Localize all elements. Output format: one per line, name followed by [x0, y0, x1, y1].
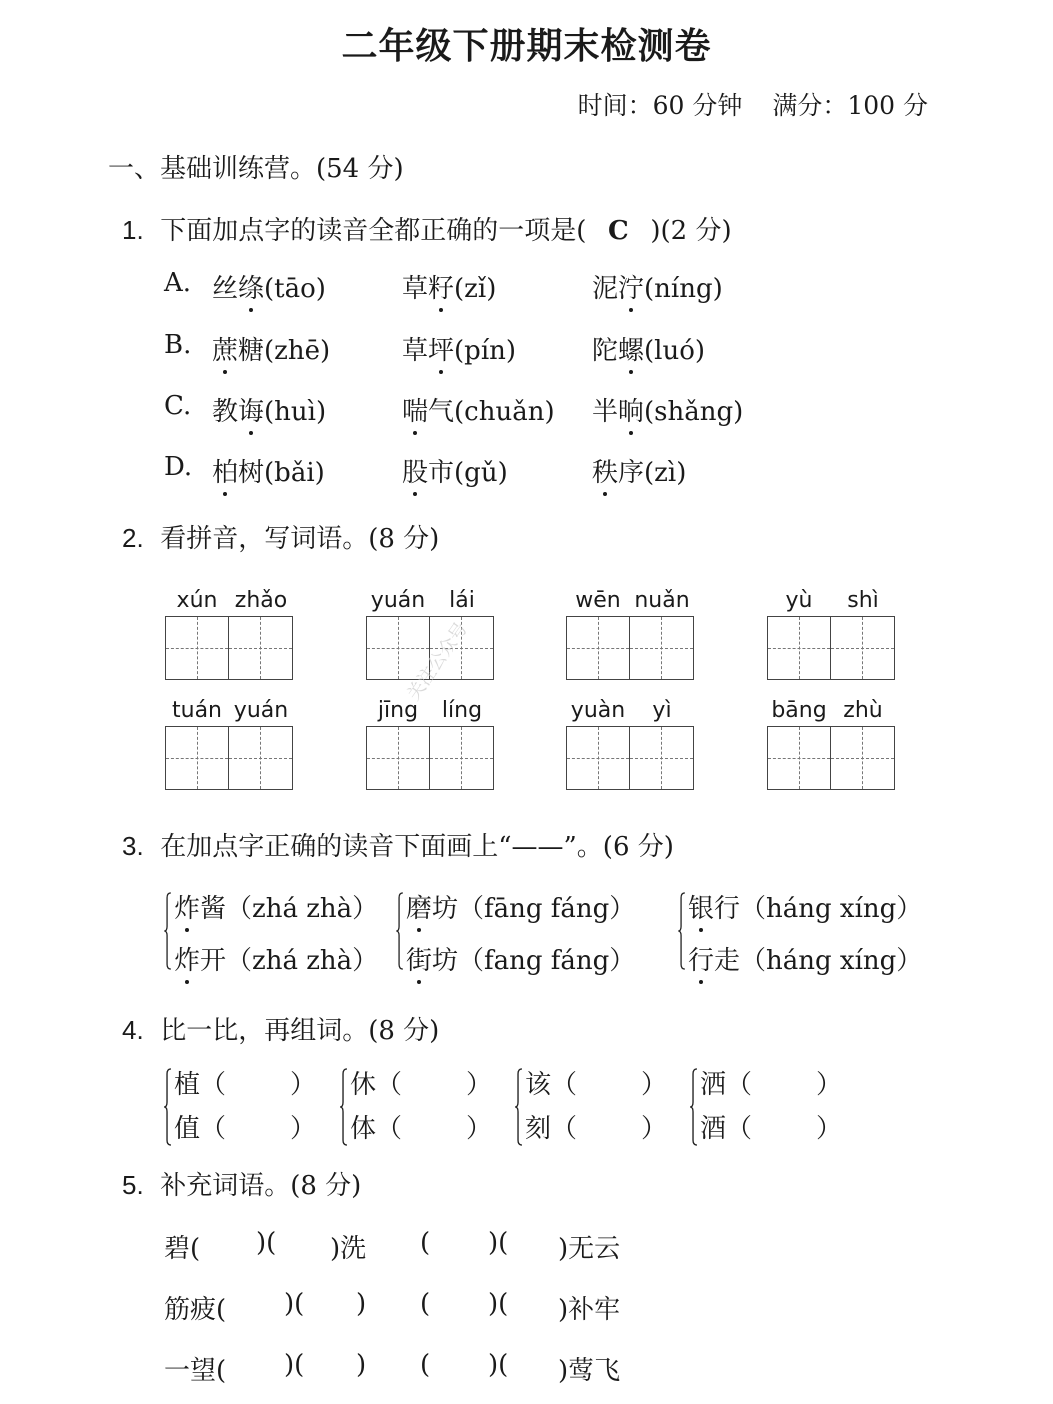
option-row	[164, 452, 192, 482]
pinyin-word-block	[165, 588, 293, 680]
brace-row	[174, 940, 378, 977]
pinyin-syllable: xún	[176, 588, 218, 613]
option-char: 蔗	[212, 330, 238, 367]
fill-fragment: )莺飞	[558, 1356, 621, 1386]
fill-fragment: )补牢	[558, 1295, 621, 1325]
total-score: 满分：100 分	[772, 91, 928, 120]
brace-group	[164, 1064, 334, 1154]
row-text: 酒（	[700, 1114, 753, 1144]
option-item	[402, 391, 555, 428]
fill-fragment: (	[420, 1289, 431, 1319]
pinyin-syllable: yù	[785, 588, 813, 613]
pinyin-syllable: yuàn	[570, 698, 626, 723]
row-text: 该（	[525, 1070, 578, 1100]
option-pinyin: (pín)	[454, 336, 517, 366]
section-heading: 一、基础训练营。(54 分)	[108, 154, 404, 184]
question-5-stem: 5. 补充词语。(8 分)	[122, 1170, 362, 1201]
pinyin-word-block	[767, 588, 895, 680]
dotted-char: 街	[406, 940, 432, 977]
dotted-char: 炸	[174, 940, 200, 977]
brace-icon	[690, 1068, 698, 1146]
fill-fragment: 一望(	[164, 1356, 227, 1386]
option-char: 半	[592, 397, 619, 427]
grid-cell	[831, 617, 894, 679]
row-close: ）	[816, 1114, 843, 1144]
dotted-char: 磨	[406, 888, 432, 925]
option-char: 绦	[238, 268, 264, 305]
pinyin-syllable: bāng	[771, 698, 827, 723]
brace-icon	[515, 1068, 523, 1146]
option-char: 坪	[428, 330, 454, 367]
option-pinyin: (níng)	[644, 274, 723, 304]
brace-row	[174, 1064, 316, 1101]
option-item	[402, 330, 516, 367]
option-char: 市	[428, 458, 455, 488]
brace-group	[164, 888, 404, 980]
row-text: 洒（	[700, 1070, 753, 1100]
brace-icon	[340, 1068, 348, 1146]
option-char: 气	[428, 397, 455, 427]
grid-cell	[768, 727, 831, 789]
brace-row	[688, 940, 922, 977]
brace-row	[688, 888, 922, 925]
option-pinyin: (huì)	[264, 397, 327, 427]
option-pinyin: (zǐ)	[454, 274, 497, 304]
brace-group	[678, 888, 923, 980]
option-item	[402, 268, 496, 305]
brace-row	[350, 1108, 492, 1145]
row-text: 坊（fāng fáng）	[432, 894, 636, 924]
fill-fragment: )(	[488, 1350, 509, 1380]
brace-icon	[678, 892, 686, 970]
fill-fragment: )(	[284, 1350, 305, 1380]
pinyin-syllable: yì	[652, 698, 672, 723]
option-char: 晌	[618, 391, 644, 428]
row-close: ）	[290, 1114, 317, 1144]
grid-cell	[166, 727, 229, 789]
option-pinyin: (zì)	[644, 458, 687, 488]
option-char: 陀	[592, 336, 619, 366]
grid-cell	[430, 727, 493, 789]
option-char: 诲	[238, 391, 264, 428]
option-char: 丝	[212, 274, 239, 304]
pinyin-syllable: yuán	[370, 588, 426, 613]
writing-grid	[566, 616, 694, 680]
pinyin-word-block	[366, 698, 494, 790]
writing-grid	[165, 616, 293, 680]
row-text: 走（háng xíng）	[714, 946, 923, 976]
brace-row	[174, 1108, 316, 1145]
writing-grid	[165, 726, 293, 790]
row-text: 刻（	[525, 1114, 578, 1144]
fill-fragment: )(	[488, 1289, 509, 1319]
fill-fragment: 碧(	[164, 1234, 201, 1264]
row-text: 体（	[350, 1114, 403, 1144]
pinyin-word-block	[767, 698, 895, 790]
brace-row	[406, 888, 635, 925]
fill-fragment: (	[420, 1228, 431, 1258]
option-letter: D.	[164, 452, 193, 482]
brace-row	[700, 1108, 842, 1145]
option-item	[592, 391, 743, 428]
question-3-stem: 3. 在加点字正确的读音下面画上“——”。(6 分)	[122, 831, 674, 862]
option-item	[592, 452, 686, 489]
exam-meta	[578, 86, 928, 122]
pinyin-syllable: jīng	[377, 698, 419, 723]
option-pinyin: (zhē)	[264, 336, 331, 366]
option-char: 草	[402, 274, 429, 304]
option-pinyin: (luó)	[644, 336, 706, 366]
grid-cell	[367, 727, 430, 789]
brace-row	[700, 1064, 842, 1101]
grid-cell	[630, 727, 693, 789]
option-char: 柏	[212, 452, 238, 489]
option-char: 籽	[428, 268, 454, 305]
pinyin-syllable: yuán	[233, 698, 289, 723]
page-title: 二年级下册期末检测卷	[341, 25, 712, 67]
pinyin-syllable: wēn	[575, 588, 621, 613]
brace-row	[406, 940, 635, 977]
option-row	[164, 330, 191, 360]
fill-fragment: )无云	[558, 1234, 621, 1264]
grid-cell	[567, 727, 630, 789]
writing-grid	[767, 616, 895, 680]
brace-group	[690, 1064, 860, 1154]
fill-fragment: )	[356, 1289, 367, 1319]
pinyin-syllable: tuán	[172, 698, 222, 723]
fill-fragment: (	[420, 1350, 431, 1380]
option-item	[212, 330, 330, 367]
option-char: 糖	[238, 336, 265, 366]
question-4-stem: 4. 比一比，再组词。(8 分)	[122, 1015, 440, 1046]
watermark: 关注公众号	[403, 618, 473, 705]
brace-group	[515, 1064, 685, 1154]
brace-row	[350, 1064, 492, 1101]
option-row	[164, 268, 191, 298]
row-text: 开（zhá zhà）	[200, 946, 379, 976]
fill-fragment: )(	[284, 1289, 305, 1319]
grid-cell	[831, 727, 894, 789]
pinyin-word-block	[566, 588, 694, 680]
fill-fragment: 筋疲(	[164, 1295, 227, 1325]
row-text: 酱（zhá zhà）	[200, 894, 379, 924]
row-close: ）	[466, 1070, 493, 1100]
pinyin-syllable: nuǎn	[634, 588, 690, 613]
writing-grid	[366, 726, 494, 790]
pinyin-syllable: shì	[847, 588, 879, 613]
option-item	[212, 391, 326, 428]
option-pinyin: (shǎng)	[644, 397, 744, 427]
option-char: 秩	[592, 452, 618, 489]
row-text: 行（háng xíng）	[714, 894, 923, 924]
option-char: 螺	[618, 330, 644, 367]
option-char: 树	[238, 458, 265, 488]
option-item	[402, 452, 508, 489]
grid-cell	[229, 617, 292, 679]
option-pinyin: (gǔ)	[454, 458, 508, 488]
row-close: ）	[466, 1114, 493, 1144]
pinyin-syllable: zhù	[843, 698, 883, 723]
option-char: 序	[618, 458, 645, 488]
brace-row	[525, 1064, 667, 1101]
dotted-char: 炸	[174, 888, 200, 925]
option-char: 教	[212, 397, 239, 427]
option-pinyin: (chuǎn)	[454, 397, 555, 427]
grid-cell	[229, 727, 292, 789]
question-2-stem: 2. 看拼音，写词语。(8 分)	[122, 523, 440, 554]
option-item	[212, 268, 326, 305]
grid-cell	[166, 617, 229, 679]
option-char: 股	[402, 452, 428, 489]
pinyin-syllable: líng	[441, 698, 483, 723]
option-letter: B.	[164, 330, 192, 360]
option-item	[592, 268, 723, 305]
row-text: 坊（fang fáng）	[432, 946, 636, 976]
fill-fragment: )洗	[330, 1234, 367, 1264]
brace-group	[340, 1064, 510, 1154]
brace-row	[525, 1108, 667, 1145]
option-pinyin: (tāo)	[264, 274, 326, 304]
option-letter: C.	[164, 391, 192, 421]
option-char: 泞	[618, 268, 644, 305]
option-char: 草	[402, 336, 429, 366]
time-limit: 时间：60 分钟	[577, 91, 743, 120]
row-text: 值（	[174, 1114, 227, 1144]
row-close: ）	[641, 1070, 668, 1100]
option-char: 泥	[592, 274, 619, 304]
option-item	[592, 330, 705, 367]
grid-cell	[630, 617, 693, 679]
fill-fragment: )(	[488, 1228, 509, 1258]
pinyin-word-block	[566, 698, 694, 790]
option-item	[212, 452, 325, 489]
pinyin-word-block	[165, 698, 293, 790]
row-text: 植（	[174, 1070, 227, 1100]
option-pinyin: (bǎi)	[264, 458, 325, 488]
brace-group	[396, 888, 636, 980]
brace-icon	[164, 1068, 172, 1146]
option-char: 喘	[402, 391, 428, 428]
row-text: 休（	[350, 1070, 403, 1100]
fill-fragment: )	[356, 1350, 367, 1380]
pinyin-syllable: zhǎo	[234, 588, 288, 613]
fill-fragment: )(	[256, 1228, 277, 1258]
dotted-char: 银	[688, 888, 714, 925]
brace-row	[174, 888, 378, 925]
question-1-stem: 1. 下面加点字的读音全都正确的一项是( C )(2 分)	[122, 215, 732, 246]
row-close: ）	[290, 1070, 317, 1100]
brace-icon	[164, 892, 172, 970]
row-close: ）	[641, 1114, 668, 1144]
option-letter: A.	[164, 268, 192, 298]
grid-cell	[567, 617, 630, 679]
pinyin-syllable: lái	[449, 588, 475, 613]
dotted-char: 行	[688, 940, 714, 977]
option-row	[164, 391, 191, 421]
brace-icon	[396, 892, 404, 970]
writing-grid	[767, 726, 895, 790]
grid-cell	[768, 617, 831, 679]
writing-grid	[566, 726, 694, 790]
answer-mark: C	[608, 216, 629, 246]
row-close: ）	[816, 1070, 843, 1100]
